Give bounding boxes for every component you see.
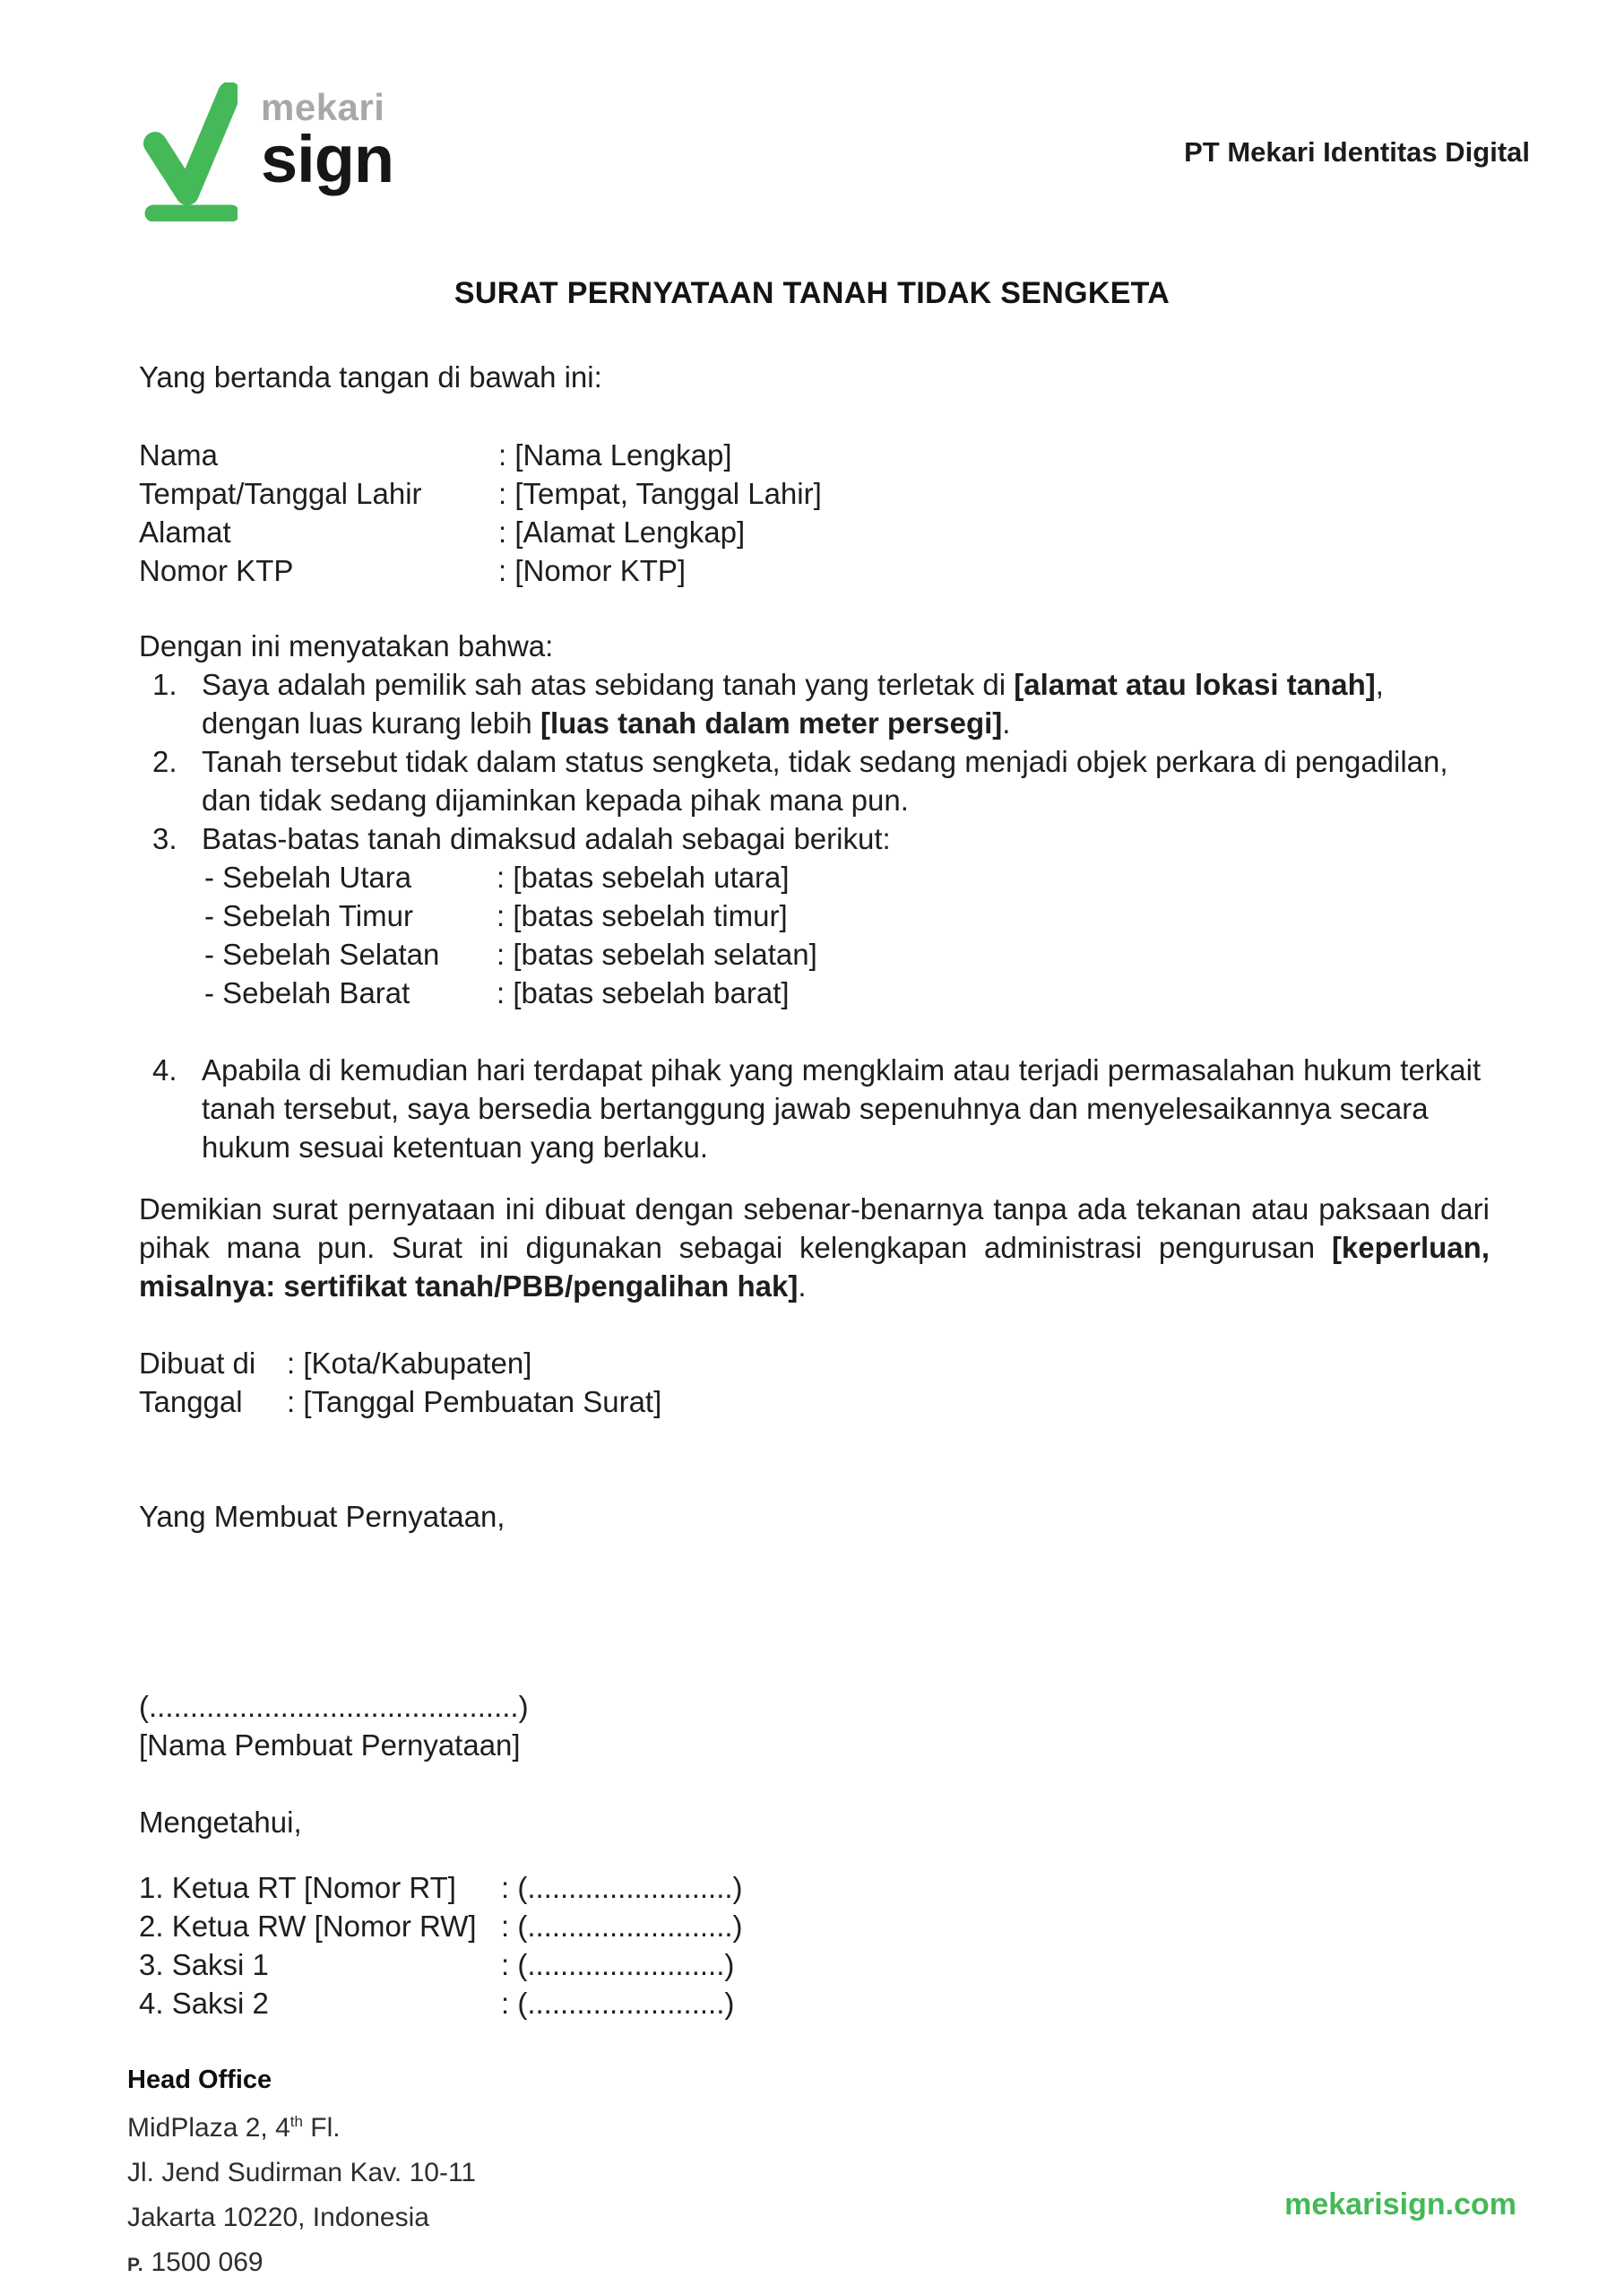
statement-text [202, 665, 1490, 742]
statement-text-part: , dengan luas kurang lebih [202, 668, 1384, 740]
document-title: SURAT PERNYATAAN TANAH TIDAK SENGKETA [454, 276, 1170, 310]
boundary-value: : [batas sebelah utara] [497, 861, 790, 894]
identity-field-row [139, 436, 1490, 474]
field-label: Tempat/Tanggal Lahir [139, 477, 422, 510]
boundary-row [139, 858, 1490, 896]
footer-address-line-1-text: MidPlaza 2, 4 [127, 2113, 290, 2143]
boundary-value: : [batas sebelah selatan] [497, 938, 817, 971]
statement-number: 4. [152, 1053, 177, 1087]
statement-number: 2. [152, 745, 177, 778]
boundary-value: : [batas sebelah timur] [497, 899, 788, 932]
boundary-label: - Sebelah Barat [204, 976, 410, 1009]
identity-field-row [139, 513, 1490, 551]
closing-paragraph [139, 1190, 1490, 1305]
logo-text [261, 82, 394, 196]
date-label: Tanggal [139, 1385, 243, 1418]
witness-value: : (........................) [501, 1948, 735, 1981]
statement-text-part: . [1002, 706, 1011, 740]
boundaries-list [139, 858, 1490, 1012]
signature-dotted-line: (.............................................) [139, 1690, 529, 1723]
footer-phone-label: P. [127, 2255, 144, 2275]
witness-label: 3. Saksi 1 [139, 1948, 269, 1981]
checkmark-icon [139, 82, 238, 221]
footer-address-line-2: Jl. Jend Sudirman Kav. 10-11 [127, 2158, 477, 2187]
closing-text-part: Demikian surat pernyataan ini dibuat dengan sebenar-benarnya tanpa ada tekanan atau paksaan dari pihak mana pun. Surat ini digunakan sebagai kelengkapan administrasi pengurusan [139, 1192, 1490, 1264]
closing-text-bold: [keperluan, misalnya: sertifikat tanah/PBB/pengalihan hak] [139, 1231, 1490, 1303]
identity-fields [139, 436, 1490, 590]
witness-row [139, 1868, 1490, 1907]
place-date-block [139, 1344, 1490, 1421]
statement-item-2 [139, 742, 1490, 819]
statement-text: Apabila di kemudian hari terdapat pihak yang mengklaim atau terjadi permasalahan hukum terkait tanah tersebut, saya bersedia bertanggung jawab sepenuhnya dan menyelesaikannya secara hukum sesuai ketentuan yang berlaku. [202, 1053, 1481, 1164]
witness-value: : (.........................) [501, 1871, 743, 1904]
closing-text-part: . [798, 1269, 807, 1303]
statement-item-3 [139, 819, 1490, 858]
company-name: PT Mekari Identitas Digital [1184, 136, 1530, 168]
statement-text-bold: [alamat atau lokasi tanah] [1014, 668, 1376, 701]
place-row [139, 1344, 1490, 1382]
witness-row [139, 1984, 1490, 2022]
field-label: Nama [139, 438, 219, 472]
acknowledge-heading: Mengetahui, [139, 1806, 302, 1839]
footer-address-line-1 [127, 2100, 476, 2151]
witness-row [139, 1945, 1490, 1984]
field-value: : [Nomor KTP] [498, 554, 687, 587]
statement-item-4 [139, 1051, 1490, 1166]
witness-row [139, 1907, 1490, 1945]
statement-item-1 [139, 665, 1490, 742]
place-value: : [Kota/Kabupaten] [287, 1347, 532, 1380]
statement-text: Batas-batas tanah dimaksud adalah sebagai berikut: [202, 822, 891, 855]
witness-label: 2. Ketua RW [Nomor RW] [139, 1910, 477, 1943]
boundary-label: - Sebelah Timur [204, 899, 413, 932]
field-label: Nomor KTP [139, 554, 294, 587]
statement-number: 1. [152, 668, 177, 701]
footer-address-block [127, 2060, 476, 2288]
boundary-value: : [batas sebelah barat] [497, 976, 790, 1009]
footer-phone-number: 1500 069 [143, 2247, 263, 2277]
date-value: : [Tanggal Pembuatan Surat] [287, 1385, 662, 1418]
witness-label: 1. Ketua RT [Nomor RT] [139, 1871, 456, 1904]
footer-address-line-1-sup: th [289, 2113, 303, 2130]
logo-text-sign: sign [261, 122, 394, 196]
boundary-label: - Sebelah Utara [204, 861, 412, 894]
footer-office-title: Head Office [127, 2066, 272, 2094]
website-link[interactable]: mekarisign.com [1284, 2187, 1516, 2221]
footer-address-line-3: Jakarta 10220, Indonesia [127, 2203, 429, 2232]
place-label: Dibuat di [139, 1347, 256, 1380]
field-value: : [Tempat, Tanggal Lahir] [498, 477, 822, 510]
witness-value: : (........................) [501, 1987, 735, 2020]
field-value: : [Alamat Lengkap] [498, 515, 746, 549]
statements-intro: Dengan ini menyatakan bahwa: [139, 629, 554, 663]
witness-list [139, 1868, 1490, 2022]
witness-value: : (.........................) [501, 1910, 743, 1943]
signature-name-placeholder: [Nama Pembuat Pernyataan] [139, 1728, 521, 1762]
field-label: Alamat [139, 515, 231, 549]
footer-address-line-1-text: Fl. [302, 2113, 341, 2143]
boundary-row [139, 974, 1490, 1012]
boundary-label: - Sebelah Selatan [204, 938, 440, 971]
statement-text-bold: [luas tanah dalam meter persegi] [540, 706, 1003, 740]
logo-text-mekari: mekari [261, 86, 385, 128]
footer-phone-line [127, 2240, 476, 2288]
field-value: : [Nama Lengkap] [498, 438, 732, 472]
date-row [139, 1382, 1490, 1421]
witness-label: 4. Saksi 2 [139, 1987, 269, 2020]
signature-heading: Yang Membuat Pernyataan, [139, 1500, 505, 1533]
boundary-row [139, 896, 1490, 935]
statement-number: 3. [152, 822, 177, 855]
identity-field-row [139, 551, 1490, 590]
mekari-sign-logo [139, 82, 393, 221]
intro-line: Yang bertanda tangan di bawah ini: [139, 360, 602, 394]
statement-text: Tanah tersebut tidak dalam status sengketa, tidak sedang menjadi objek perkara di pengadilan, dan tidak sedang dijaminkan kepada pihak mana pun. [202, 745, 1448, 817]
identity-field-row [139, 474, 1490, 513]
boundary-row [139, 935, 1490, 974]
statement-text-part: Saya adalah pemilik sah atas sebidang tanah yang terletak di [202, 668, 1015, 701]
